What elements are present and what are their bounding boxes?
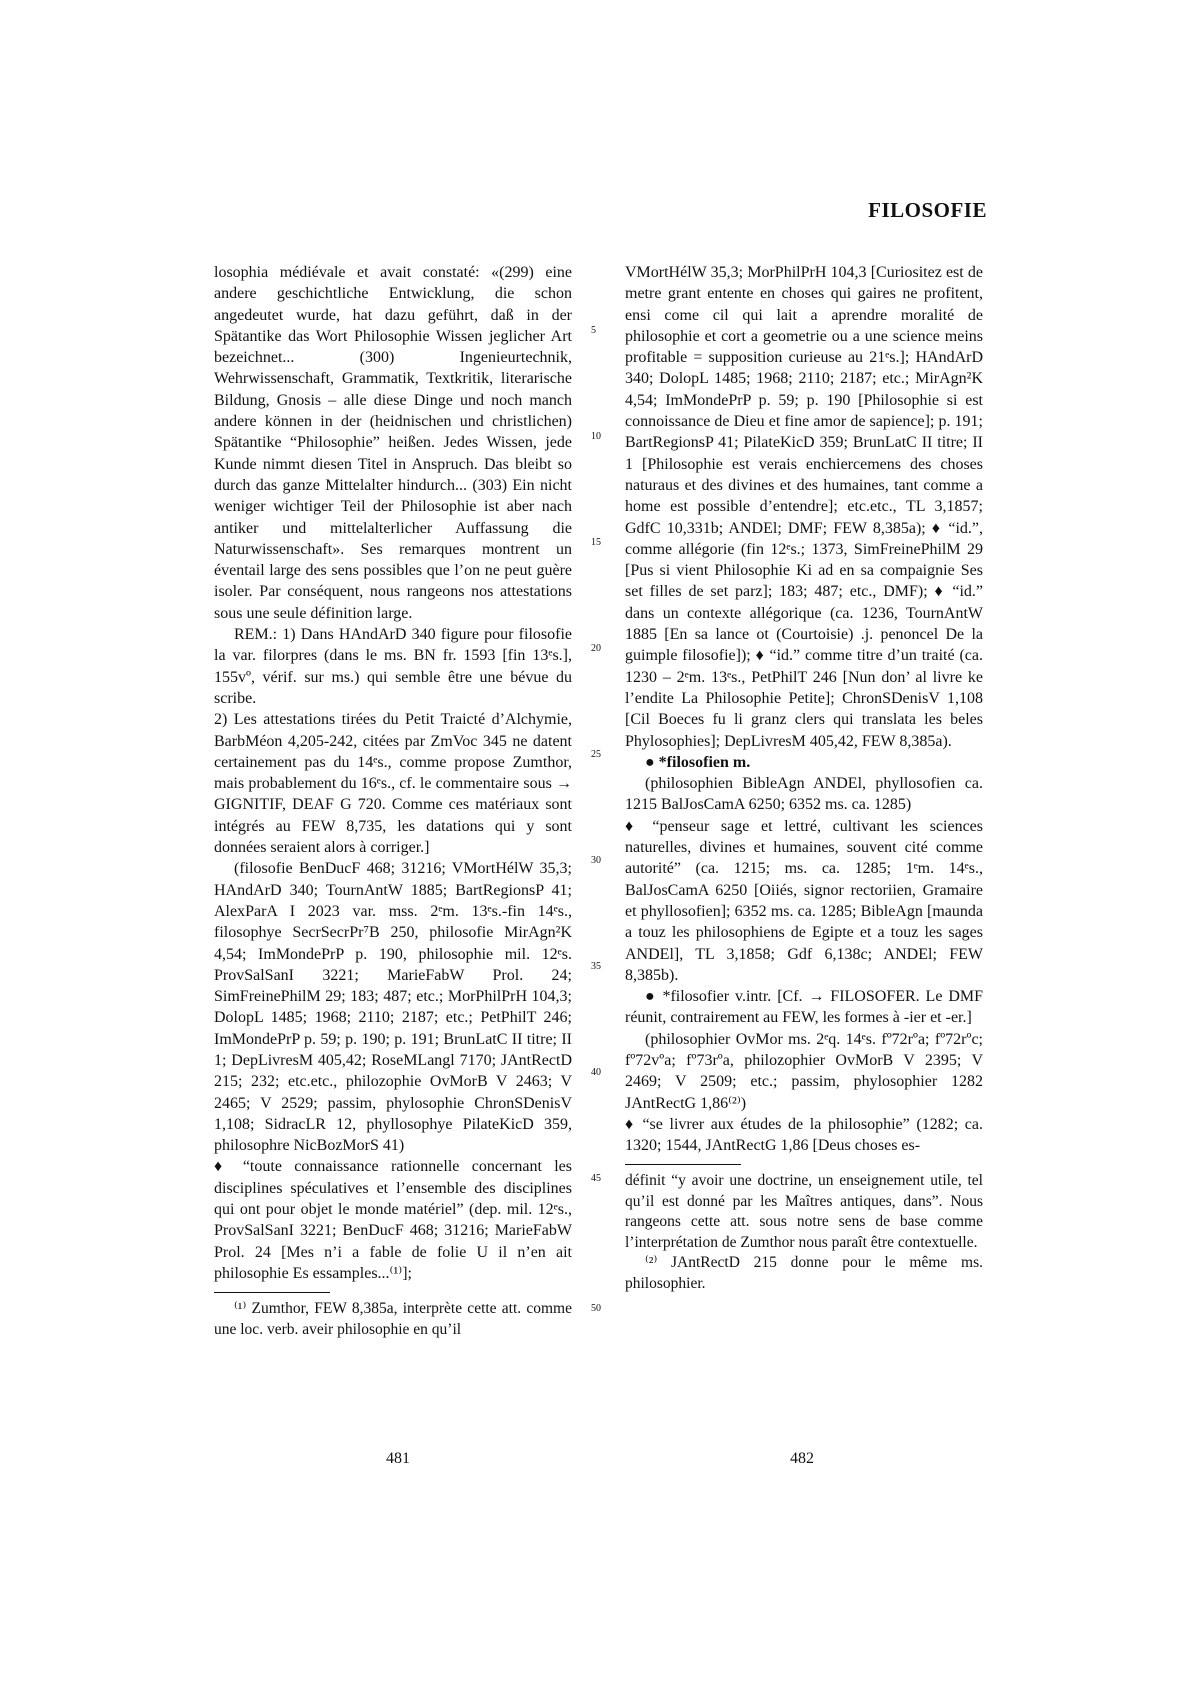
footnote-rule [625, 1164, 741, 1165]
paragraph: REM.: 1) Dans HAndArD 340 figure pour filosofie la var. filorpres (dans le ms. BN fr. 1593 [fin 13ᵉs.], 155vº, vérif. sur ms.) qui semble être une bévue du scribe. [214, 626, 572, 707]
paragraph: (filosofie BenDucF 468; 31216; VMortHélW 35,3; HAndArD 340; TournAntW 1885; BartRegionsP 41; AlexParA I 2023 var. mss. 2ᵉm. 13ᵉs.-fin 14ᵉs., filosophye SecrSecrPr⁷B 250, philosofie MirAgn²K 4,54; ImMondePrP p. 190, philosophie mil. 12ᵉs. ProvSalSanI 3221; MarieFabW Prol. 24; SimFreinePhilM 29; 183; 487; etc.; MorPhilPrH 104,3; DolopL 1485; 1968; 2110; 2187; etc.; PetPhilT 246; ImMondePrP p. 59; p. 190; p. 191; BrunLatC II titre; II 1; DepLivresM 405,42; RoseMLangl 7170; JAntRectD 215; 232; etc.etc., philozophie OvMorB V 2463; V 2465; V 2529; passim, phylosophie ChronSDenisV 1,108; SidracLR 12, phyllosophye PilateKicD 359, philosophre NicBozMorS 41) [214, 860, 572, 1155]
paragraph: 2) Les attestations tirées du Petit Traicté d’Alchymie, BarbMéon 4,205-242, citées par ZmVoc 345 ne datent certainement pas du 14ᵉs., comme propose Zumthor, mais probablement du 16ᵉs., cf. le commentaire sous → GIGNITIF, DEAF G 720. Comme ces matériaux sont intégrés au FEW 8,735, les datations qui y sont données seraient alors à corriger.] [214, 711, 572, 857]
paragraph: losophia médiévale et avait constaté: «(299) eine andere geschichtliche Entwicklung, die schon angedeutet wurde, hat dazu geführt, daß in der Spätantike das Wort Philosophie Wissen jeglicher Art bezeichnet... (300) Ingenieurtechnik, Wehrwissenschaft, Grammatik, Textkritik, literarische Bildung, Gnosis – alle diese Dinge und noch manch andere können in der (heidnischen und christlichen) Spätantike “Philosophie” heißen. Jedes Wissen, jede Kunde nimmt diesen Titel in Anspruch. Das bleibt so durch das ganze Mittelalter hindurch... (303) Ein nicht weniger wichtiger Teil der Philosophie ist aber nach antiker und mittelalterlicher Auffassung die Naturwissenschaft». Ses remarques montrent un éventail large des sens possibles que l’on ne peut guère isoler. Par conséquent, nous rangeons nos attestations sous une seule définition large. [214, 264, 572, 622]
footnote: ⁽²⁾ JAntRectD 215 donne pour le même ms. philosophier. [625, 1254, 983, 1292]
paragraph: (philosophier OvMor ms. 2ᵉq. 14ᵉs. fº72rºa; fº72rºc; fº72vºa; fº73rºa, philozophier OvMorB V 2395; V 2469; V 2509; etc.; passim, phylosophier 1282 JAntRectG 1,86⁽²⁾) [625, 1030, 983, 1112]
line-number: 25 [591, 749, 601, 760]
line-number: 35 [591, 961, 601, 972]
footnote-rule [214, 1292, 330, 1293]
line-number: 50 [591, 1303, 601, 1314]
footnote: ⁽¹⁾ Zumthor, FEW 8,385a, interprète cette att. comme une loc. verb. aveir philosophie en qu’il [214, 1300, 572, 1338]
line-number: 10 [591, 431, 601, 442]
definition: ♦ “penseur sage et lettré, cultivant les sciences naturelles, divines et humaines, souvent cité comme autorité” (ca. 1215; ms. ca. 1285; 1ᵉm. 14ᵉs., BalJosCamA 6250 [Oiiés, signor rectoriien, Gramaire et phyllosofien]; 6352 ms. ca. 1285; BibleAgn [maunda a touz les philosophiens de Egipte et a touz les sages ANDEl], TL 3,1858; Gdf 6,138c; ANDEl; FEW 8,385b). [625, 817, 983, 984]
line-number: 20 [591, 643, 601, 654]
definition: ♦ “se livrer aux études de la philosophie” (1282; ca. 1320; 1544, JAntRectG 1,86 [Deus choses es- [625, 1115, 983, 1155]
line-number: 30 [591, 855, 601, 866]
page-number-left: 481 [386, 1450, 410, 1467]
line-number: 40 [591, 1067, 601, 1078]
line-number: 15 [591, 537, 601, 548]
entry-headword: ● *filosofier v.intr. [Cf. → FILOSOFER. Le DMF réunit, contrairement au FEW, les formes à -ier et -er.] [625, 988, 983, 1027]
right-column [625, 262, 983, 1294]
running-header: FILOSOFIE [868, 198, 987, 222]
line-number: 5 [591, 325, 596, 336]
entry-headword: ● *filosofien m. [645, 753, 751, 771]
footnote: définit “y avoir une doctrine, un enseignement utile, tel qu’il est donné par les Maîtres antiques, dans”. Nous rangeons cette att. sous notre sens de base comme l’interprétation de Zumthor nous paraît être contextuelle. [625, 1172, 983, 1251]
line-number: 45 [591, 1173, 601, 1184]
paragraph: VMortHélW 35,3; MorPhilPrH 104,3 [Curiositez est de metre grant entente en choses qui gaires ne profitent, ensi come cil qui lait a aprendre moralité de philosophie et cort a geometrie ou a une science meins profitable = supposition curieuse au 21ᵉs.]; HAndArD 340; DolopL 1485; 1968; 2110; 2187; etc.; MirAgn²K 4,54; ImMondePrP p. 59; p. 190 [Philosophie si est connoissance de Dieu et fine amor de sapience]; p. 191; BartRegionsP 41; PilateKicD 359; BrunLatC II titre; II 1 [Philosophie est verais enchiercemens des choses naturaus et des divines et des humaines, tant comme a home est possible d’entendre]; etc.etc., TL 3,1857; GdfC 10,331b; ANDEl; DMF; FEW 8,385a); ♦ “id.”, comme allégorie (fin 12ᵉs.; 1373, SimFreinePhilM 29 [Pus si vient Philosophie Ki ad en sa compaignie Ses set filles de set parz]; 183; 487; etc., DMF); ♦ “id.” dans un contexte allégorique (ca. 1236, TournAntW 1885 [En sa lance ot (Courtoisie) .j. penoncel De la guimple filosofie]); ♦ “id.” comme titre d’un traité (ca. 1230 – 2ᵉm. 13ᵉs., PetPhilT 246 [Nun don’ al livre ke l’endite La Philosophie Petite]; ChronSDenisV 1,108 [Cil Boeces fu li granz clers qui translata les beles Phylosophies]; DepLivresM 405,42, FEW 8,385a). [625, 264, 983, 750]
left-column [214, 262, 572, 1340]
paragraph: (philosophien BibleAgn ANDEl, phyllosofien ca. 1215 BalJosCamA 6250; 6352 ms. ca. 1285) [625, 775, 983, 814]
page-number-right: 482 [790, 1450, 814, 1467]
definition: ♦ “toute connaissance rationnelle concernant les disciplines spéculatives et l’ensemble des disciplines qui ont pour objet le monde matériel” (dep. mil. 12ᵉs., ProvSalSanI 3221; BenDucF 468; 31216; MarieFabW Prol. 24 [Mes n’i a fable de folie U il n’en ait philosophie Es essamples...⁽¹⁾]; [214, 1158, 572, 1282]
